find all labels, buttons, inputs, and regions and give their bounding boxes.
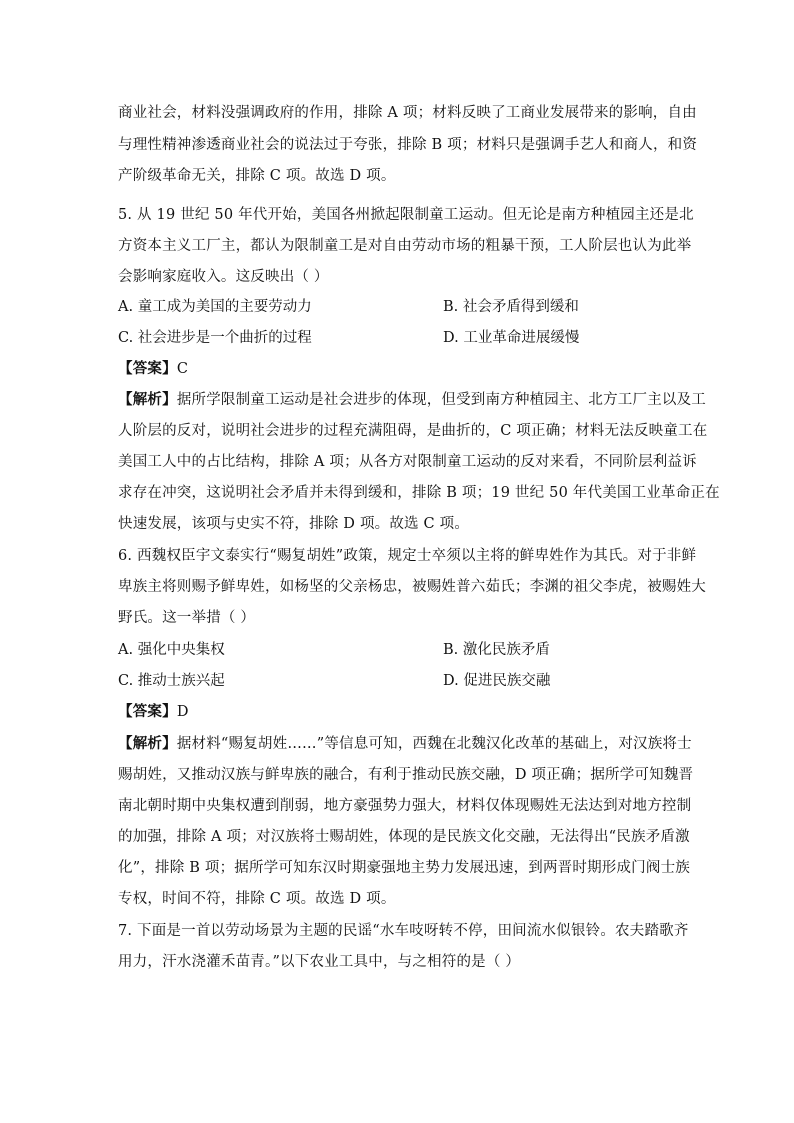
q6-option-c: C. 推动士族兴起	[118, 673, 225, 689]
q5-analysis-line-3: 美国工人中的占比结构，排除 A 项；从各方对限制童工运动的反对来看，不同阶层利益诉	[118, 454, 697, 470]
q5-answer	[118, 359, 678, 379]
q6-option-d: D. 促进民族交融	[443, 673, 551, 689]
q6-analysis-line-6: 专权，时间不符，排除 C 项。故选 D 项。	[118, 891, 396, 907]
intro-line-3: 产阶级革命无关，排除 C 项。故选 D 项。	[118, 168, 396, 184]
q6-analysis-line-3: 南北朝时期中央集权遭到削弱，地方豪强势力强大，材料仅体现赐姓无法达到对地方控制	[118, 798, 692, 814]
q5-analysis-line-1	[118, 390, 707, 410]
q6-answer	[118, 702, 678, 722]
analysis-text: 据材料“赐复胡姓……”等信息可知，西魏在北魏汉化改革的基础上，对汉族将士	[176, 736, 692, 752]
q5-stem-line-1: 5. 从 19 世纪 50 年代开始，美国各州掀起限制童工运动。但无论是南方种植园主还是北	[118, 207, 694, 223]
q5-stem-line-2: 方资本主义工厂主，都认为限制童工是对自由劳动市场的粗暴干预，工人阶层也认为此举	[118, 238, 692, 254]
q6-stem-line-3: 野氏。这一举措（ ）	[118, 610, 256, 626]
q6-option-b: B. 激化民族矛盾	[443, 642, 550, 658]
analysis-text: 据所学限制童工运动是社会进步的体现，但受到南方种植园主、北方工厂主以及工	[176, 392, 707, 408]
answer-tag: 【答案】	[118, 703, 177, 720]
q6-stem-line-1: 6. 西魏权臣宇文泰实行“赐复胡姓”政策，规定士卒须以主将的鲜卑姓作为其氏。对于非鲜	[118, 548, 697, 564]
q5-option-d: D. 工业革命进展缓慢	[443, 330, 580, 346]
q5-analysis-line-4: 求存在冲突，这说明社会矛盾并未得到缓和，排除 B 项；19 世纪 50 年代美国工业革命正在	[118, 485, 720, 501]
q6-stem-line-2: 卑族主将则赐予鲜卑姓，如杨坚的父亲杨忠，被赐姓普六茹氏；李渊的祖父李虎，被赐姓大	[118, 579, 706, 595]
answer-value: D	[176, 704, 189, 720]
q7-stem-line-2: 用力，汗水浇灌禾苗青。”以下农业工具中，与之相符的是（ ）	[118, 954, 521, 970]
answer-value: C	[176, 361, 189, 377]
analysis-tag: 【解析】	[118, 391, 177, 408]
q6-option-a: A. 强化中央集权	[118, 642, 225, 658]
q6-analysis-line-2: 赐胡姓，又推动汉族与鲜卑族的融合，有利于推动民族交融，D 项正确；据所学可知魏晋	[118, 767, 694, 783]
q5-stem-line-3: 会影响家庭收入。这反映出（ ）	[118, 269, 329, 285]
intro-line-1: 商业社会，材料没强调政府的作用，排除 A 项；材料反映了工商业发展带来的影响，自由	[118, 105, 697, 121]
analysis-tag: 【解析】	[118, 735, 177, 752]
q5-option-c: C. 社会进步是一个曲折的过程	[118, 330, 312, 346]
q6-analysis-line-5: 化”，排除 B 项；据所学可知东汉时期豪强地主势力发展迅速，到两晋时期形成门阀士族	[118, 860, 690, 876]
q5-analysis-line-5: 快速发展，该项与史实不符，排除 D 项。故选 C 项。	[118, 516, 470, 532]
intro-line-2: 与理性精神渗透商业社会的说法过于夸张，排除 B 项；材料只是强调手艺人和商人，和资	[118, 137, 698, 153]
q6-analysis-line-1	[118, 734, 692, 754]
q7-stem-line-1: 7. 下面是一首以劳动场景为主题的民谣“水车吱呀转不停，田间流水似银铃。农夫踏歌齐	[118, 923, 689, 939]
q5-analysis-line-2: 人阶层的反对，说明社会进步的过程充满阻碍，是曲折的，C 项正确；材料无法反映童工在	[118, 423, 708, 439]
q5-option-a: A. 童工成为美国的主要劳动力	[118, 299, 312, 315]
answer-tag: 【答案】	[118, 360, 177, 377]
q5-option-b: B. 社会矛盾得到缓和	[443, 299, 579, 315]
q6-analysis-line-4: 的加强，排除 A 项；对汉族将士赐胡姓，体现的是民族文化交融，无法得出“民族矛盾激	[118, 829, 690, 845]
